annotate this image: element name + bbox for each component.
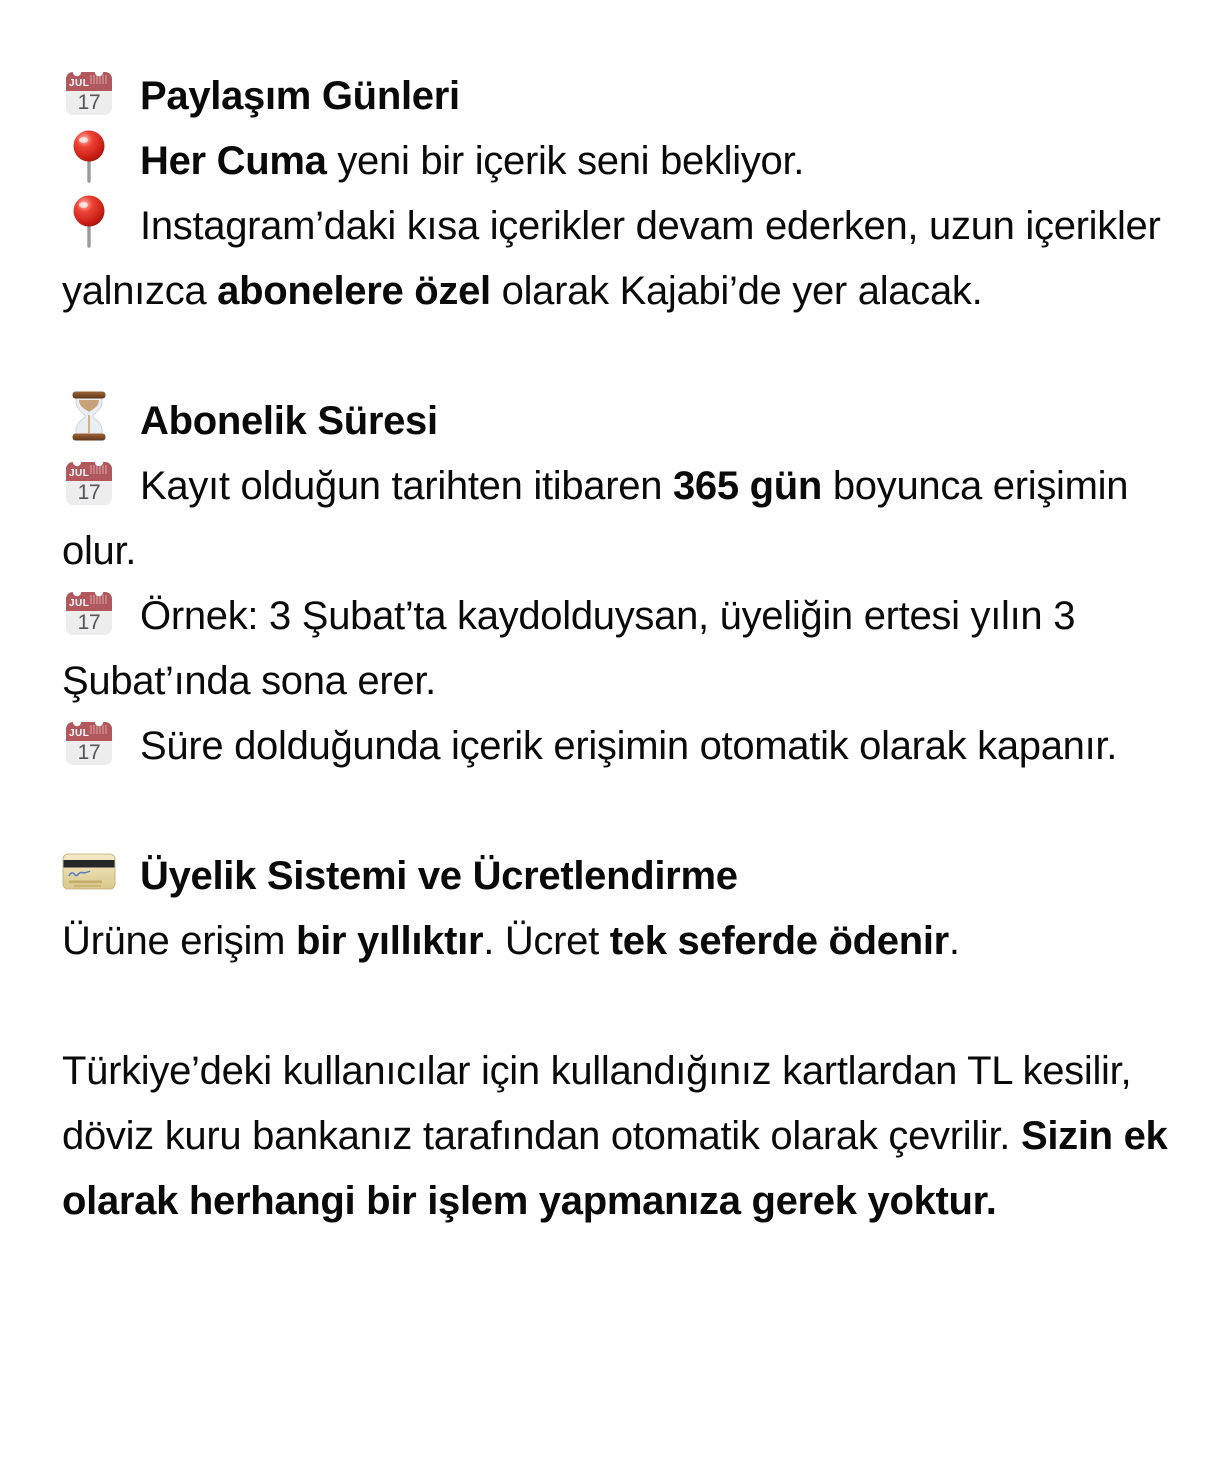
text-run: . xyxy=(948,919,960,963)
section-heading xyxy=(62,64,1184,129)
section-heading xyxy=(62,389,1184,454)
text-run-bold: Her Cuma xyxy=(140,139,327,183)
bullet-paragraph xyxy=(62,194,1184,324)
section-uyelik-sistemi xyxy=(62,844,1184,974)
bullet-paragraph xyxy=(62,129,1184,194)
section-odeme-notu xyxy=(62,1039,1184,1234)
text-paragraph xyxy=(62,1039,1184,1234)
text-run-bold: 365 gün xyxy=(672,464,823,508)
text-run: Instagram’daki kısa içerikler devam ederken, uzun içerikler yalnızca xyxy=(62,204,1161,313)
hourglass-icon xyxy=(62,389,116,443)
section-abonelik-suresi xyxy=(62,389,1184,779)
heading-text: Paylaşım Günleri xyxy=(140,74,460,118)
text-run: olarak Kajabi’de yer alacak. xyxy=(490,269,983,313)
text-run-bold: abonelere özel xyxy=(217,269,491,313)
heading-text: Üyelik Sistemi ve Ücretlendirme xyxy=(140,854,738,898)
pushpin-icon xyxy=(62,194,116,248)
credit-card-icon xyxy=(62,844,116,898)
calendar-icon xyxy=(62,584,116,638)
section-heading xyxy=(62,844,1184,909)
heading-text: Abonelik Süresi xyxy=(140,399,438,443)
calendar-icon xyxy=(62,64,116,118)
bullet-paragraph xyxy=(62,454,1184,584)
text-run: Süre dolduğunda içerik erişimin otomatik olarak kapanır. xyxy=(140,724,1118,768)
text-run: boyunca erişimin olur. xyxy=(62,464,1129,573)
text-run: Kayıt olduğun tarihten itibaren xyxy=(140,464,673,508)
section-paylasim-gunleri xyxy=(62,64,1184,324)
bullet-paragraph xyxy=(62,714,1184,779)
text-run-bold: tek seferde ödenir xyxy=(609,919,949,963)
text-run: Türkiye’deki kullanıcılar için kullandığınız kartlardan TL kesilir, döviz kuru bankanız tarafından otomatik olarak çevrilir. xyxy=(62,1049,1132,1158)
text-run: Ürüne erişim xyxy=(62,919,296,963)
text-run: . Ücret xyxy=(483,919,610,963)
calendar-icon xyxy=(62,454,116,508)
text-run: yeni bir içerik seni bekliyor. xyxy=(326,139,805,183)
calendar-icon xyxy=(62,714,116,768)
text-run: Örnek: 3 Şubat’ta kaydolduysan, üyeliğin ertesi yılın 3 Şubat’ında sona erer. xyxy=(62,594,1076,703)
pushpin-icon xyxy=(62,129,116,183)
text-run-bold: bir yıllıktır xyxy=(295,919,484,963)
text-paragraph xyxy=(62,909,1184,974)
text-run-bold: Sizin ek olarak herhangi bir işlem yapmanıza gerek yoktur. xyxy=(62,1114,1168,1223)
bullet-paragraph xyxy=(62,584,1184,714)
